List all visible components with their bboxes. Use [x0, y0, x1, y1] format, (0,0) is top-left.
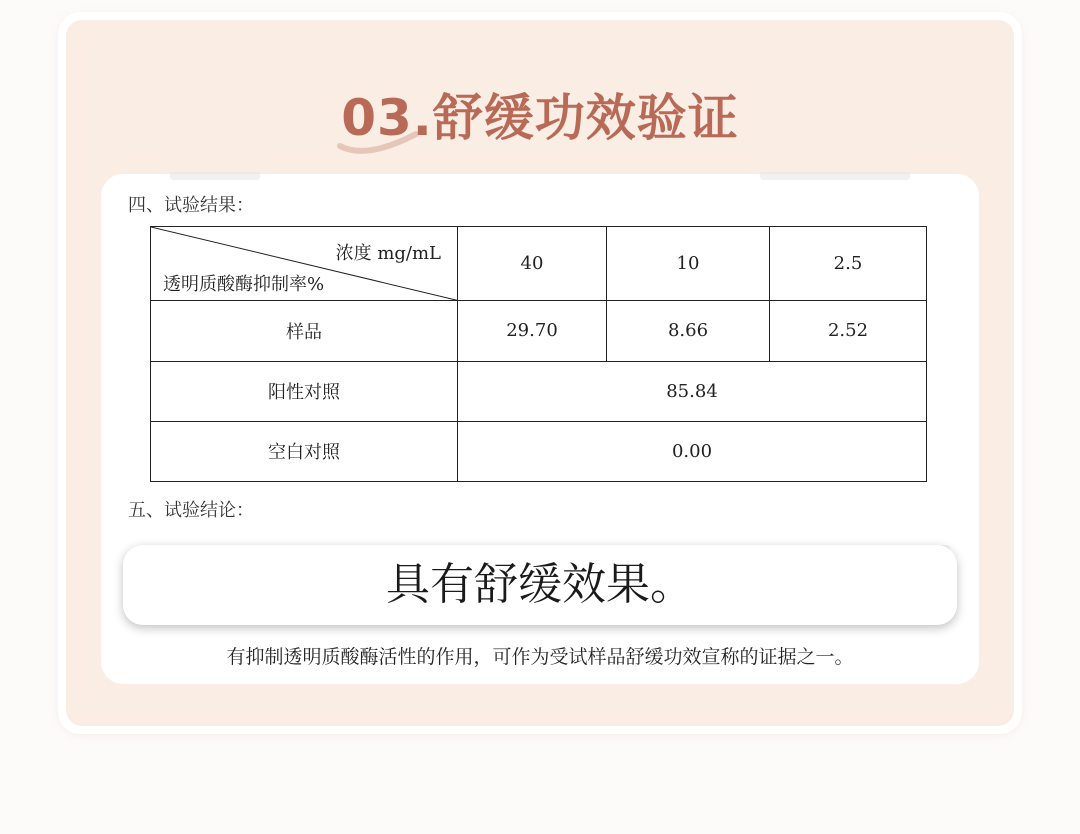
results-label: 四、试验结果： — [128, 195, 254, 216]
table-cell: 29.70 — [458, 301, 607, 361]
table-row — [151, 361, 927, 421]
heading-number: 03 — [341, 89, 413, 147]
faded-text-line — [760, 172, 910, 180]
diagonal-header-cell — [151, 227, 458, 301]
conclusion-footnote: 有抑制透明质酸酶活性的作用，可作为受试样品舒缓功效宣称的证据之一。 — [226, 646, 854, 668]
table-cell: 8.66 — [607, 301, 770, 361]
row-label: 样品 — [151, 301, 458, 361]
table-row — [151, 421, 927, 481]
inhibition-header: 透明质酸酶抑制率% — [163, 274, 325, 296]
table-cell-merged: 85.84 — [458, 361, 927, 421]
row-label: 空白对照 — [151, 421, 458, 481]
table-header-row — [151, 227, 927, 301]
heading-title: .舒缓功效验证 — [412, 89, 739, 147]
concentration-cell: 10 — [607, 227, 770, 301]
concentration-cell: 2.5 — [770, 227, 927, 301]
table-cell-merged: 0.00 — [458, 421, 927, 481]
results-table — [150, 226, 927, 482]
table-cell: 2.52 — [770, 301, 927, 361]
conclusion-label: 五、试验结论： — [128, 500, 254, 521]
concentration-cell: 40 — [458, 227, 607, 301]
row-label: 阳性对照 — [151, 361, 458, 421]
section-heading — [0, 78, 1080, 150]
highlight-conclusion: 具有舒缓效果。 — [123, 545, 957, 625]
faded-text-line — [170, 172, 260, 180]
concentration-header: 浓度 mg/mL — [335, 243, 441, 264]
table-row — [151, 301, 927, 361]
